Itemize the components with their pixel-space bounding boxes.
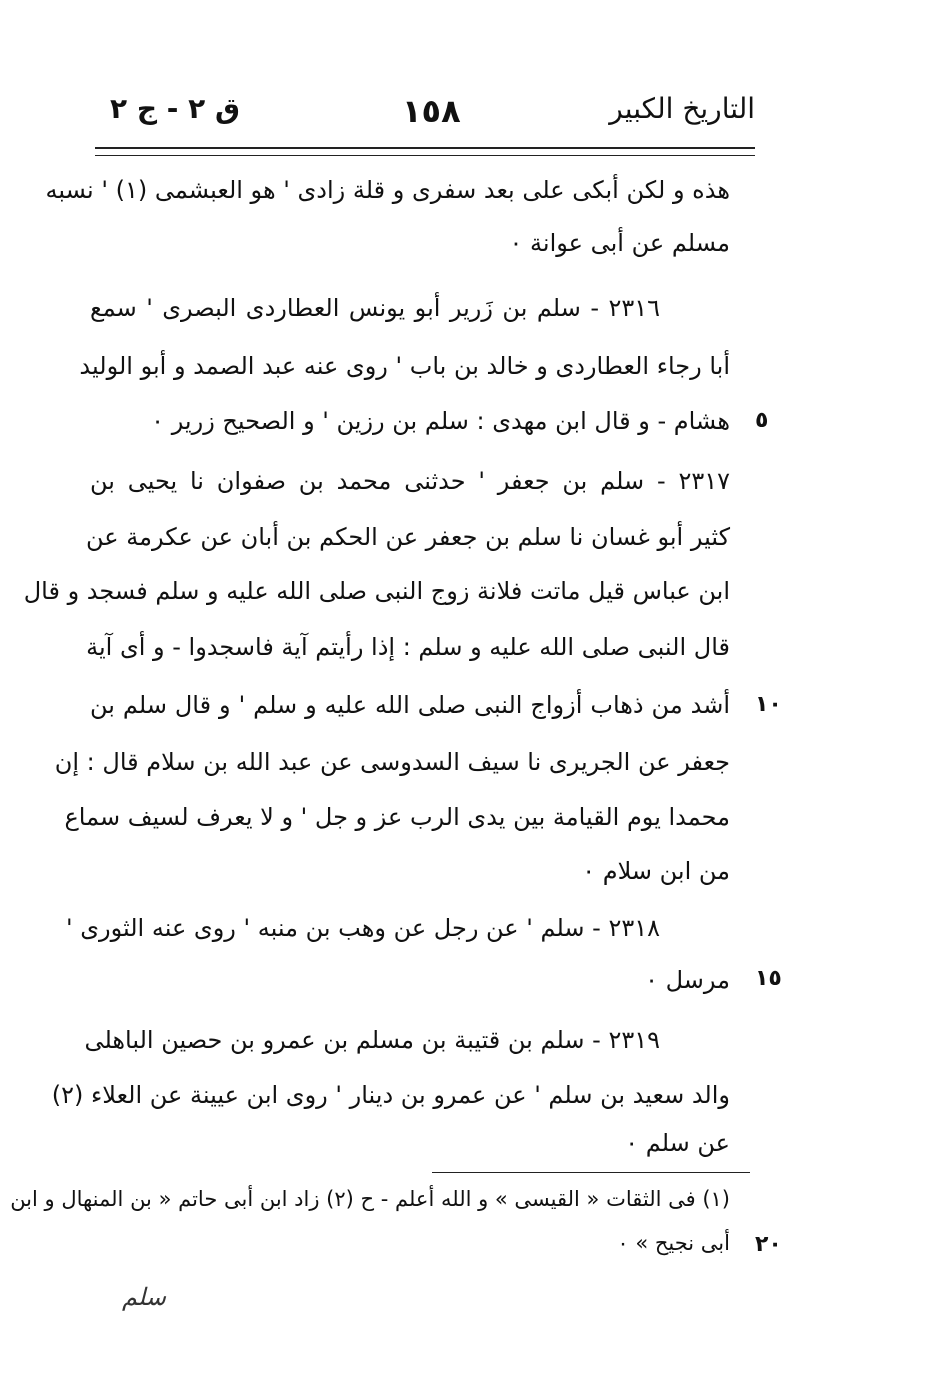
text-line: عن سلم ٠ bbox=[625, 1129, 730, 1157]
text-line: كثير أبو غسان نا سلم بن جعفر عن الحكم بن أبان عن عكرمة عن bbox=[86, 523, 730, 551]
text-line: قال النبى صلى الله عليه و سلم : إذا رأيتم آية فاسجدوا - و أى آية bbox=[86, 633, 730, 661]
text-line: مرسل ٠ bbox=[645, 966, 730, 994]
text-line: والد سعيد بن سلم ' عن عمرو بن دينار ' روى ابن عيينة عن العلاء (٢) bbox=[51, 1081, 730, 1109]
line-number-15: ١٥ bbox=[755, 966, 782, 991]
volume-reference: ق ٢ - ج ٢ bbox=[110, 92, 241, 125]
line-number-10: ١٠ bbox=[755, 692, 782, 717]
text-line: من ابن سلام ٠ bbox=[582, 857, 730, 885]
text-line: هذه و لكن أبكى على بعد سفرى و قلة زادى ' هو العبشمى (١) ' نسبه bbox=[45, 176, 730, 204]
footnote-line: أبى نجيح » ٠ bbox=[617, 1231, 730, 1255]
page-number: ١٥٨ bbox=[402, 92, 461, 130]
entry-heading-2318: ٢٣١٨ - سلم ' عن رجل عن وهب بن منبه ' روى عنه الثورى ' bbox=[66, 914, 660, 942]
handwritten-catchword: سلم bbox=[122, 1283, 167, 1311]
entry-heading-2317: ٢٣١٧ - سلم بن جعفر ' حدثنى محمد بن صفوان نا يحيى بن bbox=[90, 467, 730, 495]
text-line: هشام - و قال ابن مهدى : سلم بن رزين ' و الصحيح زرير ٠ bbox=[151, 407, 730, 435]
footnote-rule bbox=[432, 1172, 750, 1173]
footnote-line: (١) فى الثقات « القيسى » و الله أعلم - ح (٢) زاد ابن أبى حاتم « بن المنهال و ابن bbox=[10, 1187, 730, 1211]
text-line: أبا رجاء العطاردى و خالد بن باب ' روى عنه عبد الصمد و أبو الوليد bbox=[79, 352, 730, 380]
text-line: مسلم عن أبى عوانة ٠ bbox=[509, 229, 730, 257]
line-number-20: ٢٠ bbox=[755, 1232, 782, 1257]
entry-heading-2316: ٢٣١٦ - سلم بن زَرير أبو يونس العطاردى البصرى ' سمع bbox=[90, 294, 660, 322]
text-line: محمدا يوم القيامة بين يدى الرب عز و جل ' و لا يعرف لسيف سماع bbox=[64, 803, 730, 831]
entry-heading-2319: ٢٣١٩ - سلم بن قتيبة بن مسلم بن عمرو بن حصين الباهلى bbox=[84, 1026, 660, 1054]
text-line: أشد من ذهاب أزواج النبى صلى الله عليه و سلم ' و قال سلم بن bbox=[90, 691, 730, 719]
running-title: التاريخ الكبير bbox=[609, 92, 755, 125]
text-line: جعفر عن الجريرى نا سيف السدوسى عن عبد الله بن سلام قال : إن bbox=[54, 748, 730, 776]
header-rule bbox=[95, 147, 755, 156]
line-number-5: ٥ bbox=[755, 408, 769, 433]
text-line: ابن عباس قيل ماتت فلانة زوج النبى صلى الله عليه و سلم فسجد و قال bbox=[23, 577, 730, 605]
